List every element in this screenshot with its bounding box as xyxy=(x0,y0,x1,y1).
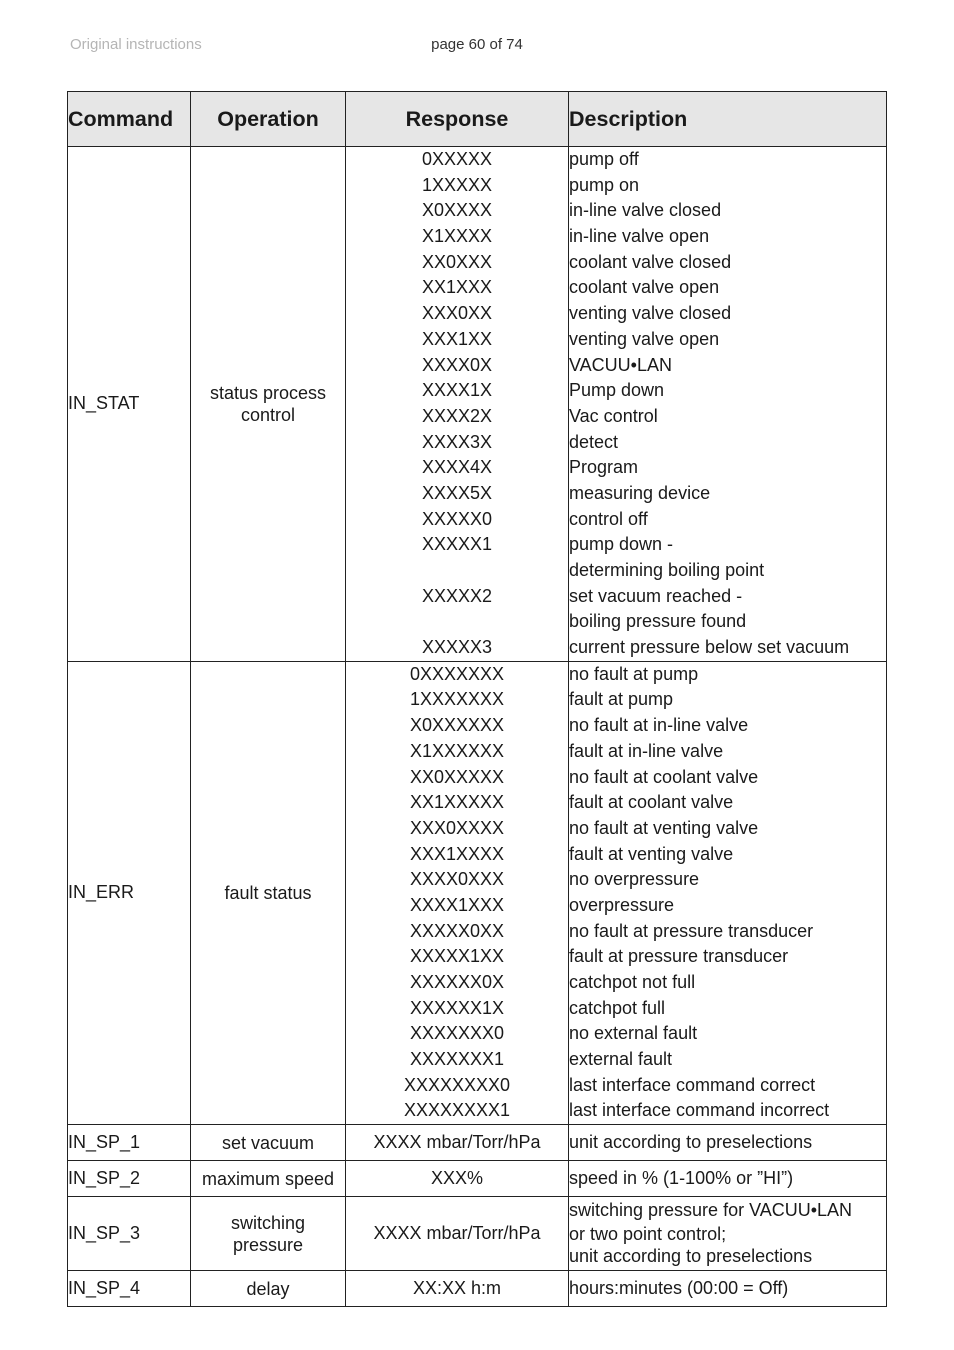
command-cell: IN_SP_1 xyxy=(68,1125,191,1161)
response-code: XXXXXXXX1 xyxy=(403,1100,511,1121)
response-code: XXXXXXX1 xyxy=(409,1049,505,1070)
response-description: no external fault xyxy=(569,1023,698,1044)
response-description: catchpot not full xyxy=(569,972,696,992)
command-cell: IN_SP_3 xyxy=(68,1197,191,1271)
response-description: detect xyxy=(569,431,619,452)
response-description: last interface command incorrect xyxy=(569,1100,830,1121)
response-code: XXXX1X xyxy=(421,380,493,401)
description-list xyxy=(569,661,887,1124)
column-header-description: Description xyxy=(569,92,887,147)
response-description: external fault xyxy=(569,1049,673,1070)
command-cell: IN_ERR xyxy=(68,661,191,1124)
response-code: XXX0XXXX xyxy=(409,817,505,838)
response-description: no fault at coolant valve xyxy=(569,766,759,787)
response-description: no fault at pump xyxy=(569,663,699,684)
response-description: no fault at in-line valve xyxy=(569,715,749,736)
response-code: XXXXX2 xyxy=(421,585,493,606)
response-code: XXXXXX1X xyxy=(409,997,505,1018)
response-code: XXXXXXX0 xyxy=(409,1023,505,1044)
response-description: pump off xyxy=(569,149,639,169)
operation-cell: fault status xyxy=(191,661,346,1124)
response-code: XXXX2X xyxy=(421,405,493,426)
table-row-in-sp-1 xyxy=(68,1125,887,1161)
response-cell: XX:XX h:m xyxy=(346,1271,569,1307)
response-cell: XXXX mbar/Torr/hPa xyxy=(346,1125,569,1161)
column-header-operation: Operation xyxy=(191,92,346,147)
command-cell: IN_SP_2 xyxy=(68,1161,191,1197)
response-code: XX1XXXXX xyxy=(409,792,505,813)
response-description: venting valve open xyxy=(569,328,720,349)
response-description: fault at coolant valve xyxy=(569,792,734,813)
response-code: XXX1XXXX xyxy=(409,843,505,864)
response-code: X1XXXX xyxy=(421,226,493,247)
operation-cell: delay xyxy=(191,1271,346,1307)
response-description: measuring device xyxy=(569,482,711,503)
table-row-in-err xyxy=(68,661,887,1124)
response-code: XXXXXXXX0 xyxy=(403,1074,511,1095)
response-description: no fault at pressure transducer xyxy=(569,920,814,941)
response-code: X0XXXX xyxy=(421,200,493,221)
response-description: fault at in-line valve xyxy=(569,740,724,761)
response-code: XXXX5X xyxy=(421,482,493,503)
response-code: XX1XXX xyxy=(421,277,493,298)
response-description: in-line valve open xyxy=(569,226,710,247)
table-row-in-stat xyxy=(68,147,887,662)
table-header-row xyxy=(68,92,887,147)
operation-line: pressure xyxy=(232,1234,304,1255)
response-code: X1XXXXXX xyxy=(409,740,505,761)
response-code: 1XXXXX xyxy=(421,174,493,195)
response-description: fault at pump xyxy=(569,689,674,710)
description-cell: speed in % (1-100% or ”HI”) xyxy=(569,1161,887,1197)
response-description: last interface command correct xyxy=(569,1074,816,1095)
response-description: venting valve closed xyxy=(569,303,732,324)
response-code: XXX1XX xyxy=(421,328,493,349)
response-code: XXXXXX0X xyxy=(409,972,505,992)
column-header-command: Command xyxy=(68,92,191,147)
operation-line: switching xyxy=(230,1212,306,1233)
table-row-in-sp-4 xyxy=(68,1271,887,1307)
response-code: XXXX1XXX xyxy=(409,894,505,915)
response-description: fault at pressure transducer xyxy=(569,946,789,967)
command-cell: IN_SP_4 xyxy=(68,1271,191,1307)
response-code: XXXXX1XX xyxy=(409,946,505,967)
response-list xyxy=(346,661,569,1124)
response-code: 1XXXXXXX xyxy=(409,689,505,710)
response-code: XXX0XX xyxy=(421,303,493,324)
response-code: XX0XXXXX xyxy=(409,766,505,787)
table-row-in-sp-2 xyxy=(68,1161,887,1197)
response-description: fault at venting valve xyxy=(569,843,734,864)
response-description: pump on xyxy=(569,174,640,195)
column-header-response: Response xyxy=(346,92,569,147)
description-line: or two point control; xyxy=(569,1224,727,1245)
table-row-in-sp-3 xyxy=(68,1197,887,1271)
command-table xyxy=(67,91,887,1307)
response-code: 0XXXXX xyxy=(421,149,493,169)
operation-cell xyxy=(191,1197,346,1271)
response-code xyxy=(346,609,568,635)
response-code: XXXX0X xyxy=(421,354,493,375)
operation-cell: maximum speed xyxy=(191,1161,346,1197)
response-description: Pump down xyxy=(569,380,665,401)
operation-cell: set vacuum xyxy=(191,1125,346,1161)
response-description: coolant valve closed xyxy=(569,251,732,272)
response-description: boiling pressure found xyxy=(569,611,747,632)
response-code xyxy=(346,558,568,584)
response-cell: XXXX mbar/Torr/hPa xyxy=(346,1197,569,1271)
response-code: XXXXX0 xyxy=(421,508,493,529)
response-code: XX0XXX xyxy=(421,251,493,272)
response-code: XXXX4X xyxy=(421,457,493,478)
operation-cell: status process control xyxy=(191,147,346,662)
response-code: XXXXX3 xyxy=(421,637,493,658)
response-description: no overpressure xyxy=(569,869,700,890)
command-cell: IN_STAT xyxy=(68,147,191,662)
response-code: XXXXX0XX xyxy=(409,920,505,941)
document-source-label: Original instructions xyxy=(70,36,202,53)
response-list xyxy=(346,147,569,662)
response-code: XXXX0XXX xyxy=(409,869,505,890)
description-cell xyxy=(569,1197,887,1271)
response-description: in-line valve closed xyxy=(569,200,722,221)
page-number: page 60 of 74 xyxy=(431,36,523,53)
response-code: XXXX3X xyxy=(421,431,493,452)
description-line: unit according to preselections xyxy=(569,1246,813,1267)
response-description: control off xyxy=(569,508,648,529)
response-description: Vac control xyxy=(569,405,658,426)
response-description: determining boiling point xyxy=(569,560,765,580)
response-code: XXXXX1 xyxy=(421,534,493,555)
description-cell: hours:minutes (00:00 = Off) xyxy=(569,1271,887,1307)
response-description: Program xyxy=(569,457,639,478)
response-description: overpressure xyxy=(569,894,675,915)
description-list xyxy=(569,147,887,662)
response-description: no fault at venting valve xyxy=(569,817,759,838)
description-line: switching pressure for VACUU•LAN xyxy=(569,1200,853,1221)
response-cell: XXX% xyxy=(346,1161,569,1197)
response-description: coolant valve open xyxy=(569,277,720,298)
response-description: set vacuum reached - xyxy=(569,585,743,606)
response-description: current pressure below set vacuum xyxy=(569,637,850,658)
response-code: X0XXXXXX xyxy=(409,715,505,736)
response-description: VACUU•LAN xyxy=(569,354,672,375)
response-description: catchpot full xyxy=(569,997,666,1018)
description-cell: unit according to preselections xyxy=(569,1125,887,1161)
response-code: 0XXXXXXX xyxy=(409,663,505,684)
response-description: pump down - xyxy=(569,534,674,555)
